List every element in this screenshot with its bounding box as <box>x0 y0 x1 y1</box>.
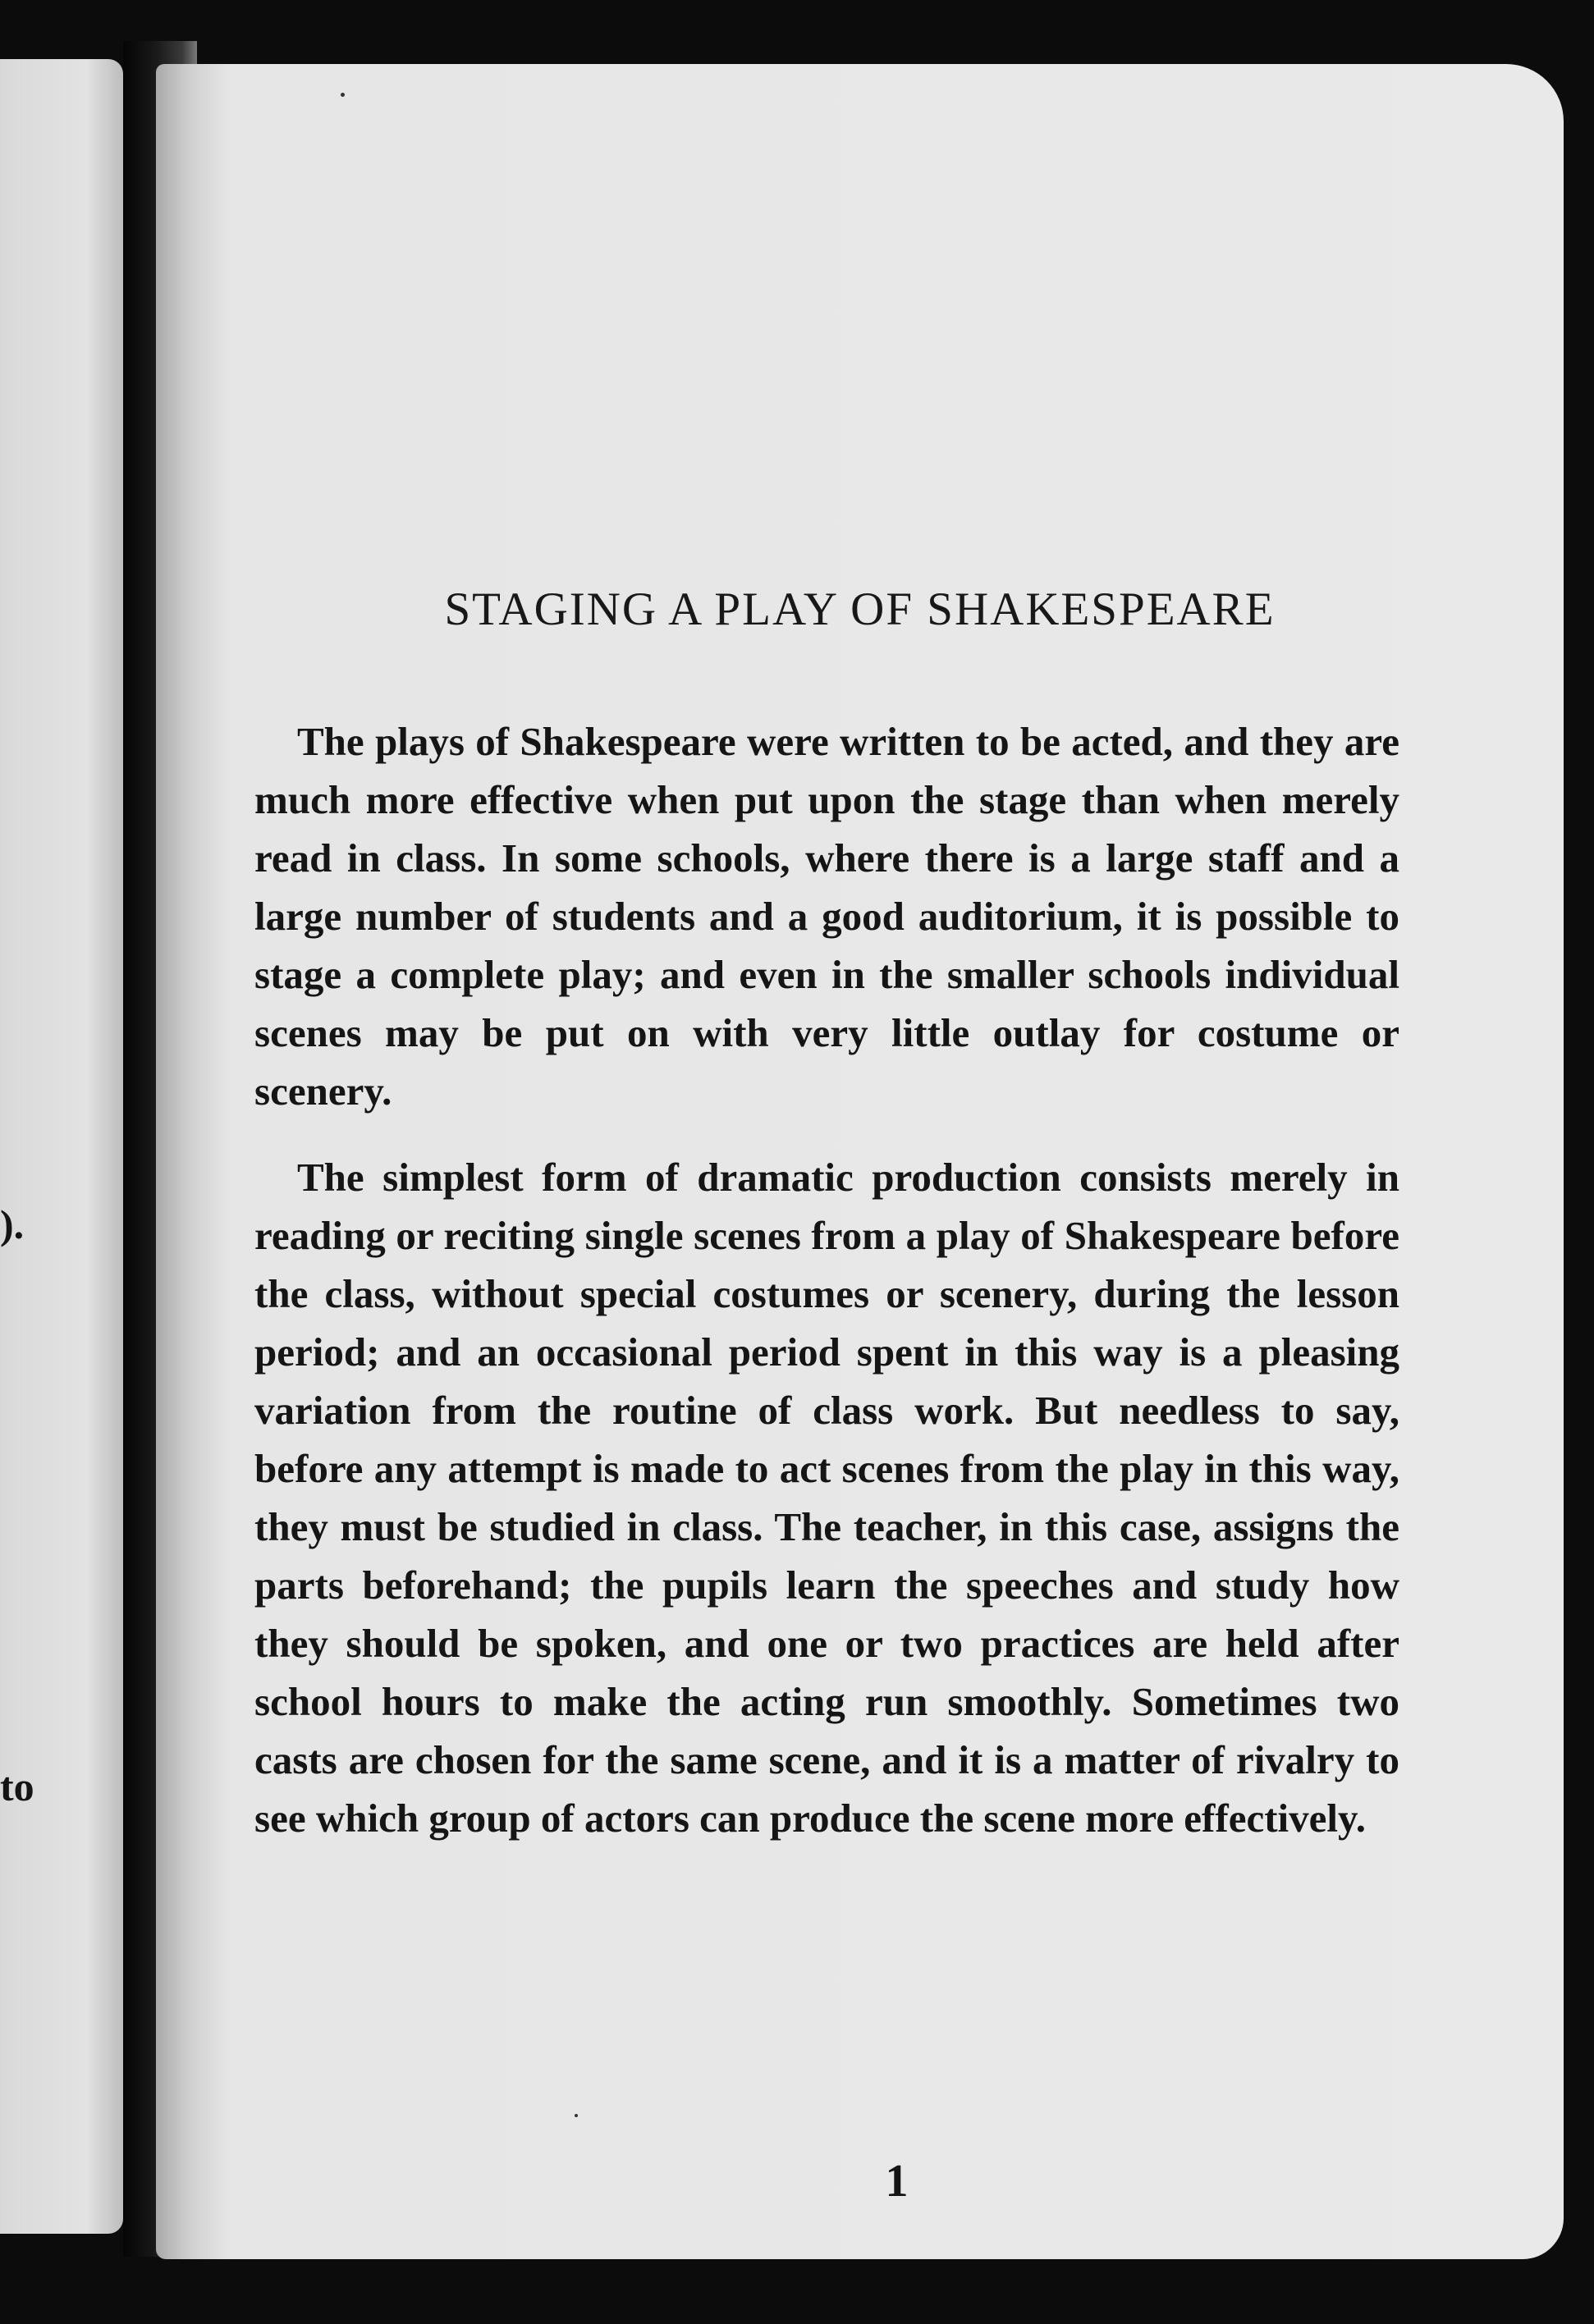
paper-speck <box>575 2114 578 2117</box>
body-text <box>254 712 1399 1875</box>
previous-page-fragment: ). <box>0 1201 25 1247</box>
paper-speck <box>341 93 345 97</box>
previous-page-fragment: to <box>0 1764 34 1809</box>
paragraph: The simplest form of dramatic production consists merely in reading or reciting single scenes from a play of Shakespeare before the class, without special costumes or scenery, during the lesson period; and an occasional period spent in this way is a pleasing variation from the routine of class work. But needless to say, before any attempt is made to act scenes from the play in this way, they must be studied in class. The teacher, in this case, assigns the parts beforehand; the pupils learn the speeches and study how they should be spoken, and one or two practices are held after school hours to make the acting run smoothly. Sometimes two casts are chosen for the same scene, and it is a matter of rivalry to see which group of actors can produce the scene more effectively. <box>254 1155 1399 1841</box>
paragraph: The plays of Shakespeare were written to be acted, and they are much more effective when put upon the stage than when merely read in class. In some schools, where there is a large staff and a large number of students and a good auditorium, it is possible to stage a complete play; and even in the smaller schools individual scenes may be put on with very little outlay for costume or scenery. <box>254 719 1399 1114</box>
previous-page <box>0 59 123 2234</box>
page-title: STAGING A PLAY OF SHAKESPEARE <box>444 583 1276 635</box>
book-page <box>156 64 1564 2259</box>
page-number: 1 <box>885 2156 909 2207</box>
